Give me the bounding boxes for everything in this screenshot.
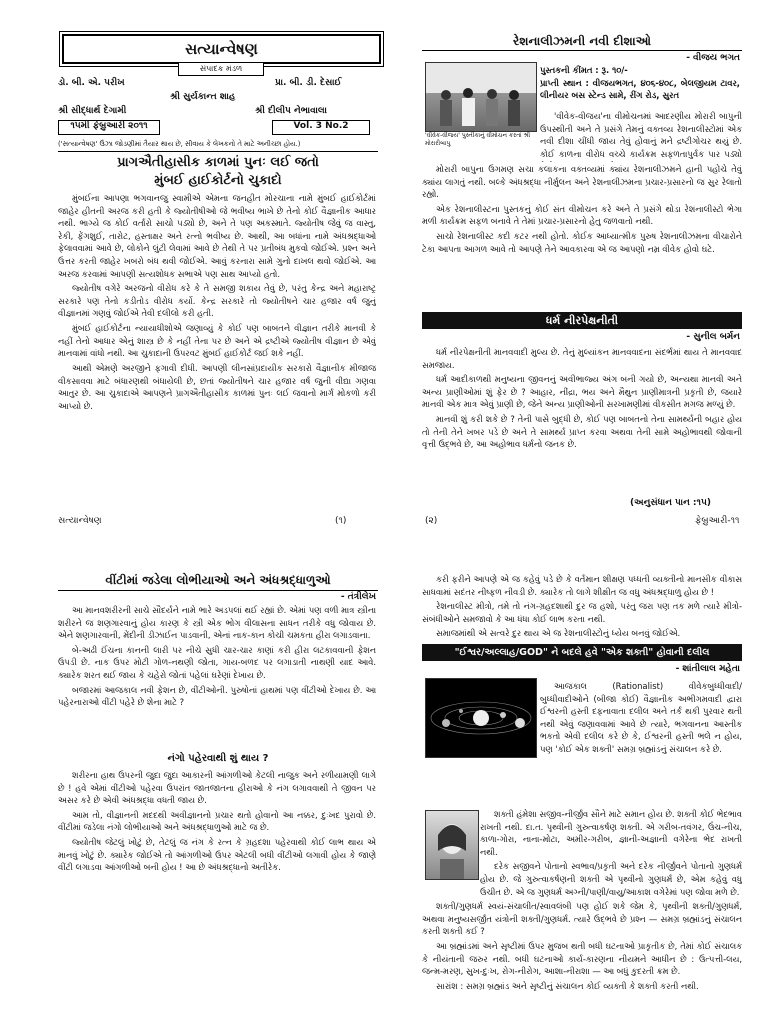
author-name: - સુનીલ બર્મન (686, 332, 740, 342)
paragraph: શક્તી/ગુણધર્મ સ્વયં-સંચાલીત/સ્વાવલંબી પણ હોઈ શકે જેમ કે, પૃથ્વીની શક્તી/ગુણધર્મ, અથવા મનુષ્યસર્જીત યંત્રોની શક્તી/ગુણધર્મ. ત્યારે ઉદ્ભવે છે પ્રશ્ન — સમગ્ર બ્રહ્માંડનું સંચાલન કરતી શક્તી કઈ ? (422, 901, 742, 937)
author-name: - વીજય ભગત (686, 53, 740, 63)
article-body (58, 769, 376, 1019)
editorial-board-label: સંપાદક મંડળ (178, 62, 264, 76)
subheading: નંગો પહેરવાથી શું થાય ? (167, 753, 269, 764)
photo-caption: 'વીવેક-વીજય' પુસ્તીકાનું વીમોચન કરતાં શ્રી મોરારીબાપુ (425, 132, 531, 147)
paragraph: મોરારી બાપુના ઉગમણ સચા કલાકના વક્તવ્યમાં ક્યાંય રેશનાલીઝમને હાની પહોંચે તેવું ક્યાંય લાગતું નથી. બલ્કે અંધશ્રદ્ધા નીર્મુલન અને રેશનાલીઝમના પ્રચાર-પ્રસારનો જ સુર રેલાતો રહ્યો. (422, 164, 742, 200)
spelling-note: ('સત્યાન્વેષણ' ઉંઝા જોડણીમાં તૈયાર થાય છે, સીવાય કે લેખકનો તે માટે અનીચ્છા હોય.) (58, 140, 301, 148)
paragraph: આજકાલ (Rationalist) વીવેકબુધ્ધીવાદી/બુધ્ધીવાદીઓને (બીજા કોઈ) વૈજ્ઞાનીક અભીગમવાદી દ્વારા ઈશ્વરની હસ્તી દફનાવાતા દલીલ અને તર્ક થકી પુરવાર થતી નથી એવું જણાવવામાં આવે છે ત્યારે, ભગવાનના આસ્તીક ભકતો એવી દલીલ કરે છે કે, ઈશ્વરની હસ્તી ભલે ન હોય, પણ 'કોઈ એક શક્તી' સમગ્ર બ્રહ્માંડનું સંચાલન કરે છે. (540, 681, 742, 755)
paragraph: સમાજમાંથી એ સત્વરે દુર થાય એ જ રેશનાલીસ્ટોનું ધ્યેય બનવું જોઈએ. (436, 628, 681, 639)
section-banner: "ઈશ્વર/અલ્લાહ/GOD" ને બદલે હવે "એક શક્તી" હોવાની દલીલ (422, 644, 742, 661)
solar-system-image (425, 678, 537, 758)
masthead-title: સત્યાન્વેષણ (62, 34, 381, 64)
article-body (58, 604, 376, 752)
paragraph: રેશનાલીસ્ટ મીત્રો, તમે તો નંગ-ગ્રહદશાથી દુર જ હશો, પરંતુ જરા પણ તક મળે ત્યારે મીત્રો-સંબંધીઓને સમજાવો કે આ ધંધા કોઈ લાભ કરતા નથી. (422, 601, 742, 624)
book-price: પુસ્તકની કીંમત : રૂ. ૧૦/- (540, 65, 628, 75)
author-name: - તંત્રીલેખ (340, 592, 376, 602)
divider (58, 151, 378, 152)
article-body (540, 680, 742, 806)
paragraph: કરી ફરીને આપણે એ જ કહેવું પડે છે કે વર્તમાન શીક્ષણ પધ્ધતી વ્યક્તીનો માનસીક વીકાસ સાધવામાં સદંતર નીષ્ફળ નીવડી છે. ક્યારેક તો લાગે શીક્ષીત જ વધુ અંધશ્રદ્ધાળુ હોય છે ! (422, 574, 742, 597)
paragraph: સારાંશ : સમગ્ર બ્રહ્માંડ અને સૃષ્ટીનું સંચાલન કોઈ વ્યક્તી કે શક્તી કરતી નથી. (436, 980, 699, 991)
book-availability: પ્રાપ્તી સ્થાન : વીજયભગત, ૪૦૬-૪૦૮, બેલજીયમ ટાવર, લીનીયર બસ સ્ટેન્ડ સામે, રીંગ રોડ, સુરત (540, 77, 740, 101)
article-body (422, 808, 742, 1019)
article-body (422, 163, 742, 311)
divider (58, 590, 378, 591)
editor-name: શ્રી સીદ્ધાર્થ દેગામી (58, 106, 127, 116)
article-body (422, 346, 742, 502)
paragraph: મુંબઈના આપણા ભગવાનજુ સ્વામીએ એમના જનહીત મોરચાના નામે મુંબઈ હાઈકોર્ટમાં જાહેર હીતની અરજ કરી હતી કે જ્યોતીષીઓ જે ભવીષ્ય ભાખે છે તેનો કોઈ વૈજ્ઞાનીક આધાર નથી. ભાગ્યે જ કોઈ વર્તારો સાચો પડ્યો છે, અને તે પણ અકસ્માતે. જ્યોતીષ જેવું જ વાસ્તુ, રેકી, ફેંગશુઈ, તારોટ, હસ્તાક્ષર અને રત્નો ભવીષ્ય છે. આથી, આ બધાંના નામે અંધશ્રદ્ધાઓ ફેલાવવામાં આવે છે, લોકોને લુંટી લેવામાં આવે છે તેથી તે પર પ્રતીબંધ મુકવો જોઈએ. પ્રશ્ન અને ઉત્તર કરતી જાહેર ખબરો બંધ થવી જોઈએ. આવું કરનારા સામે ગુનો દાખલ થવો જોઈએ. આ અરજ કરવામાં આપણી સત્યશોધક સભાએ પણ સાથ આપ્યો હતો. (58, 193, 376, 279)
article-heading: રેશનાલીઝમની નવી દીશાઓ (513, 34, 651, 48)
article-heading: મુંબઈ હાઈકોર્ટનો ચુકાદો (154, 173, 282, 188)
article-heading: વીંટીમાં જડેલા લોભીયાઓ અને અંધશ્રદ્ધાળુઓ (105, 573, 331, 587)
event-photo (425, 62, 537, 132)
editor-name: પ્રા. બી. ડી. દેસાઈ (275, 78, 342, 88)
author-name: - શાંતીલાલ મહેતા (675, 664, 740, 674)
paragraph: આ માનવશરીરની સાચે સૌંદર્યને નામે ભારે અડપલાં થઈ રહ્યાં છે. એમાં પણ વળી માત્ર સ્ત્રીના શરીરને જ શણગારવાનું હોય કારણ કે સ્ત્રી એક ભોગ વીલાસના સાધન તરીકે વધુ જોવાય છે. એને શણગારવાની, મેંદીની ડીઝાઈન પાડવાની, એનાં નાક-કાન કોચી ચમકતા હીરા લગાડવાના. (58, 605, 376, 641)
paragraph: આ બ્રહ્માંડમાં અને સૃષ્ટીમાં ઉપર મુજબ થતી બધી ઘટનાઓ પ્રાકૃતીક છે, તેમાં કોઈ સંચાલક કે નીયંતાની જરુર નથી. બધી ઘટનાઓ કાર્ય-કારણના નીયમને આધીન છે : ઉત્પત્તી-લય, જન્મ-મરણ, સુખ-દુઃખ, રોગ-નીરોગ, આશા-નીરાશા — આ બધું કુદરતી ક્રમ છે. (422, 941, 742, 977)
source-label: સત્યાન્વેષણ (58, 516, 102, 526)
section-banner: ધર્મ નીરપેક્ષનીતી (422, 312, 742, 329)
paragraph: શરીરના હાથ ઉપરની જુદા જુદા આકારની આંગળીઓ કેટલી નાજુક અને રળીયામણી લાગે છે ! હવે એમાં વીંટીઓ પહેરવા ઉપરાંત જાતજાતના હીરાઓ કે નંગ લગાવવાથી તે જીવન પર અસર કરે છે એવી અંધશ્રદ્ધા વધતી જાય છે. (58, 770, 376, 806)
paragraph: દરેક સજીવને પોતાનો સ્વભાવ/પ્રકૃતી અને દરેક નીર્જીવને પોતાનો ગુણધર્મ હોય છે. જે ગુરુત્વાકર્ષણની શક્તી એ પૃથ્વીનો ગુણધર્મ છે, એમ કહેવું વધુ ઉચીત છે. એ જ ગુણધર્મ અગ્ની/પાણી/વાયુ/આકાશ વગેરેમાં પણ જોવા મળે છે. (480, 861, 742, 897)
editor-name: શ્રી દીલીપ નેભાવાલા (255, 106, 327, 116)
page-number: (૨) (425, 516, 438, 526)
article-body (422, 573, 742, 643)
continued-note: (અનુસંધાન પાન :૧૫) (630, 498, 711, 508)
paragraph: જ્યોતીષ વગેરે અરજનો વીરોધ કરે કે તે સમજી શકાય તેવું છે, પરંતુ કેન્દ્ર અને મહારાષ્ટ્ર સરકારે પણ તેનો કડીતોડ વીરોધ કર્યો. કેન્દ્ર સરકારે તો જ્યોતીષને ચાર હજાર વર્ષ જુનું વીજ્ઞાનમાં ગણવું જોઈએ તેવી દલીલો કરી હતી. (58, 283, 376, 319)
paragraph: ધર્મ નીરપેક્ષનીતી માનવવાદી મુલ્ય છે. તેનું મુલ્યાંકન માનવવાદના સંદર્ભમાં થાય તે માનવવાદ સમજાય. (422, 347, 742, 370)
paragraph: બજારમાં આજકાલ નવી ફેશન છે, વીંટીઓની. પુરુષોનાં હાથમાં પણ વીંટીઓ દેખાય છે. આ પહેરનારાઓ વીંટી પહેરે છે શેના માટે ? (58, 684, 376, 708)
volume-number: Vol. 3 No.2 (272, 120, 370, 135)
paragraph: બે-અઢી ઈંચના કાનની લારી પર નીચે સુધી ચાર-ચાર કાણાં કરી હીરા લટકાવવાની ફેશન ઉપડી છે. નાક ઉપર મોટી ગોળ-નથણી જોતા, ગાય-બળદ પર લગાડાતી નાથણી યાદ આવે. ક્યારેક શરત થઈ જાય કે ચહેરો જોતાં પહેલાં ઘરેણાં દેખાય છે. (58, 644, 376, 681)
paragraph: આમ તો, વીજ્ઞાનની મદદથી અવીજ્ઞાનનો પ્રચાર થતો હોવાનો આ નક્કર, દુઃખદ પુરાવો છે. વીંટીમાં જડેલા નંગો લોભીયાઓ અને અંધશ્રદ્ધાળુઓ માટે જ છે. (58, 809, 376, 833)
paragraph: સાચો રેશનાલીસ્ટ કદી કટર નથી હોતો. કોઈક આધ્યાત્મીક પુરુષ રેશનાલીઝમના વીચારોને ટેકા આપતા આગળ આવે તો આપણે તેને આવકારવા એ જ આપણો નમ્ર વીવેક હોવો ઘટે. (422, 231, 742, 254)
issue-month: ફેબ્રુઆરી-૧૧ (695, 516, 740, 526)
editor-name: શ્રી સુર્યકાન્ત શાહ (170, 92, 236, 102)
paragraph: 'વીવેક-વીજય'ના વીમોચનમાં આદરણીય મોરારી બાપુની ઉપસ્થીતી અને તે પ્રસંગે તેમનું વક્તવ્ય રેશનાલીસ્ટોમાં એક નવી દીશા ચીંધી જાય તેવું હોવાનું મને દ્રષ્ટીગોચર થયું છે. કોઈ કાળના વીરોધ વચ્ચે કાર્યક્રમ સફળતાપુર્વક પાર પડ્યો (540, 111, 742, 159)
editor-name: ડો. બી. એ. પરીખ (58, 78, 125, 88)
article-body (540, 110, 742, 162)
paragraph: ધર્મ આદીકાળથી મનુષ્યના જીવનનું અવીભાજ્ય અંગ બની ગયો છે, અન્યથા માનવી અને અન્ય પ્રાણીઓમાં શું ફેર છે ? આહાર, નીંદ્રા, ભય અને મૈથુન પ્રાણીમાત્રની પ્રકૃતી છે, જયારે માનવી એક માત્ર એવું પ્રાણી છે, જેને અન્ય પ્રાણીઓની સરખામણીમાં વીકસીત મગજ મળ્યું છે. (422, 374, 742, 410)
paragraph: શક્તી હંમેશા સજીવ-નીર્જીવ સૌને માટે સમાન હોય છે. શક્તી કોઈ ભેદભાવ રાખતી નથી. દા.ત. પૃથ્વીની ગુરુત્વાકર્ષણ શક્તી. એ ગરીબ-તવંગર, ઉંચ-નીચ, કાળા-ગોરા, નાના-મોટા, અમીર-ગરીબ, જ્ઞાની-અજ્ઞાની વગેરેના ભેદ રાખતી નથી. (480, 809, 742, 857)
book-details (540, 64, 740, 108)
page-number: (૧) (335, 516, 347, 526)
paragraph: આથી એમણે અરજીને ફગાવી દીધી. આપણી લીનસાંપ્રદાયીક સરકારો વૈજ્ઞાનીક મીજાજ વીકસાવવા માટે બંધારણથી બંધાયેલી છે, છતાં જ્યોતીષને ચાર હજાર વર્ષ જુની વીદ્યા ગણવા આતુર છે. આ ચુકાદાએ આપણને પ્રાગઐતીહાસીક કાળમાં પુનઃ લઈ જવાનો માર્ગ મોકળો કરી આપ્યો છે. (58, 362, 376, 411)
issue-date: ૧૫મી ફેબ્રુઆરી ૨૦૧૧ (58, 120, 160, 135)
paragraph: મુંબઈ હાઈકોર્ટના ન્યાયાધીશોએ જણાવ્યું કે કોઈ પણ બાબતને વીજ્ઞાન તરીકે માનવી કે નહીં તેનો આધાર એનું શાસ્ત્ર છે કે નહીં તેના પર છે અને એ દ્રષ્ટીએ જ્યોતીષ વીજ્ઞાન છે એવું માનવામાં વાંધો નથી. આ ચુકાદાની ઉપરવટ મુંબઈ હાઈકોર્ટ જઈ શકે નહીં. (58, 323, 376, 359)
paragraph: જ્યોતીષ જેટલું ખોટું છે, તેટલું જ નંગ કે રત્ન કે ગ્રહદશા પહેરવાથી કોઈ લાભ થાય એ માનવું ખોટું છે. ક્યારેક જોઈએ તો આંગળીઓ ઉપર એટલી બધી વીંટીઓ લગાવી હોય કે જાણે વીંટી લગાડવા આંગળીઓ બની હોય ! આ છે અંધશ્રદ્ધાનો અતીરેક. (58, 837, 376, 873)
article-heading: પ્રાગઐતીહાસીક કાળમાં પુનઃ લઈ જતો (117, 155, 319, 170)
paragraph: એક રેશનાલીસ્ટના પુસ્તકનું કોઈ સંત વીમોચન કરે અને તે પ્રસંગે થોડા રેશનાલીસ્ટો ભેગા મળી કાર્યક્રમ સફળ બનાવે તે તેમાં પ્રચાર-પ્રસારનો હેતુ જળવાતો નથી. (422, 203, 742, 227)
divider (422, 50, 742, 51)
article-body (58, 192, 376, 514)
paragraph: માનવી શું કરી શકે છે ? તેની પાસે બુદ્ધી છે, કોઈ પણ બાબતનો તેના સામર્થ્યની બહાર હોય તો તેની તેને ખબર પડે છે અને તે સામર્થ્ય પ્રાપ્ત કરવા અથવા તેની સામે અહોભાવથી જોવાની વૃત્તી ઉદ્ભવે છે, આ અહોભાવ ધર્મનો જનક છે. (422, 414, 742, 450)
